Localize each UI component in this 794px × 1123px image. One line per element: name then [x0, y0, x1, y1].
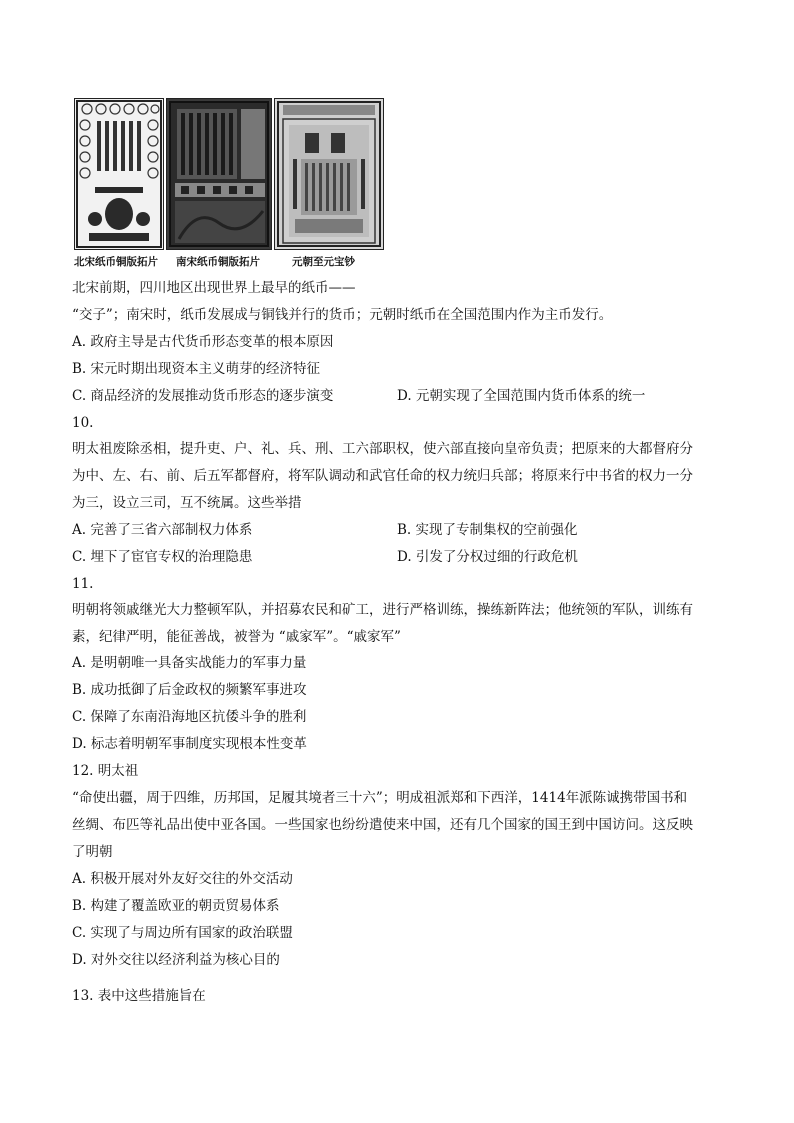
q9-stem-line-2: “交子”；南宋时，纸币发展成与铜钱并行的货币；元朝时纸币在全国范围内作为主币发行。 — [72, 307, 613, 323]
caption-northern-song: 北宋纸币铜版拓片 — [74, 256, 158, 268]
q9-option-c: C. 商品经济的发展推动货币形态的逐步演变 — [72, 388, 334, 404]
q10-option-b: B. 实现了专制集权的空前强化 — [397, 522, 578, 538]
q10-number: 10. — [72, 415, 94, 431]
q10-option-d: D. 引发了分权过细的行政危机 — [397, 549, 578, 565]
q12-option-a: A. 积极开展对外友好交往的外交活动 — [72, 871, 293, 887]
caption-yuan: 元朝至元宝钞 — [292, 256, 355, 268]
yuan-baochao-note-image — [274, 98, 384, 250]
q9-option-a: A. 政府主导是古代货币形态变革的根本原因 — [72, 334, 334, 350]
q11-stem-line-1: 明朝将领戚继光大力整顿军队，并招募农民和矿工，进行严格训练，操练新阵法；他统领的军队，训练有 — [72, 602, 693, 618]
q9-option-b: B. 宋元时期出现资本主义萌芽的经济特征 — [72, 361, 321, 377]
q11-option-b: B. 成功抵御了后金政权的频繁军事进攻 — [72, 682, 307, 698]
q12-stem-line-3: 了明朝 — [72, 844, 113, 860]
q10-option-a: A. 完善了三省六部制权力体系 — [72, 522, 253, 538]
q12-option-c: C. 实现了与周边所有国家的政治联盟 — [72, 925, 293, 941]
q11-number: 11. — [72, 576, 94, 592]
q11-stem-line-2: 素，纪律严明，能征善战，被誉为 “戚家军”。“戚家军” — [72, 629, 401, 645]
q10-stem-line-2: 为中、左、右、前、后五军都督府，将军队调动和武官任命的权力统归兵部；将原来行中书省的权力一分 — [72, 468, 693, 484]
northern-song-rubbing-image — [74, 98, 164, 250]
caption-southern-song: 南宋纸币铜版拓片 — [176, 256, 260, 268]
q12-stem-line-1: “命使出疆，周于四维，历邦国，足履其境者三十六”；明成祖派郑和下西洋，1414年派陈诚携带国书和 — [72, 790, 688, 806]
southern-song-rubbing-image — [166, 98, 272, 250]
q12-number: 12. 明太祖 — [72, 763, 139, 779]
q9-stem-line-1: 北宋前期，四川地区出现世界上最早的纸币—— — [72, 280, 356, 296]
q9-option-d: D. 元朝实现了全国范围内货币体系的统一 — [397, 388, 646, 404]
q10-option-c: C. 埋下了宦官专权的治理隐患 — [72, 549, 253, 565]
q10-stem-line-3: 为三，设立三司，互不统属。这些举措 — [72, 495, 302, 511]
q11-option-d: D. 标志着明朝军事制度实现根本性变革 — [72, 736, 307, 752]
q12-stem-line-2: 丝绸、布匹等礼品出使中亚各国。一些国家也纷纷遣使来中国，还有几个国家的国王到中国访问。这反映 — [72, 817, 693, 833]
q12-option-d: D. 对外交往以经济利益为核心目的 — [72, 952, 280, 968]
q11-option-c: C. 保障了东南沿海地区抗倭斗争的胜利 — [72, 709, 307, 725]
q11-option-a: A. 是明朝唯一具备实战能力的军事力量 — [72, 655, 307, 671]
q10-stem-line-1: 明太祖废除丞相，提升吏、户、礼、兵、刑、工六部职权，使六部直接向皇帝负责；把原来的大都督府分 — [72, 441, 693, 457]
q12-option-b: B. 构建了覆盖欧亚的朝贡贸易体系 — [72, 898, 280, 914]
q13-number: 13. 表中这些措施旨在 — [72, 988, 206, 1004]
paper-money-figure — [74, 98, 384, 270]
